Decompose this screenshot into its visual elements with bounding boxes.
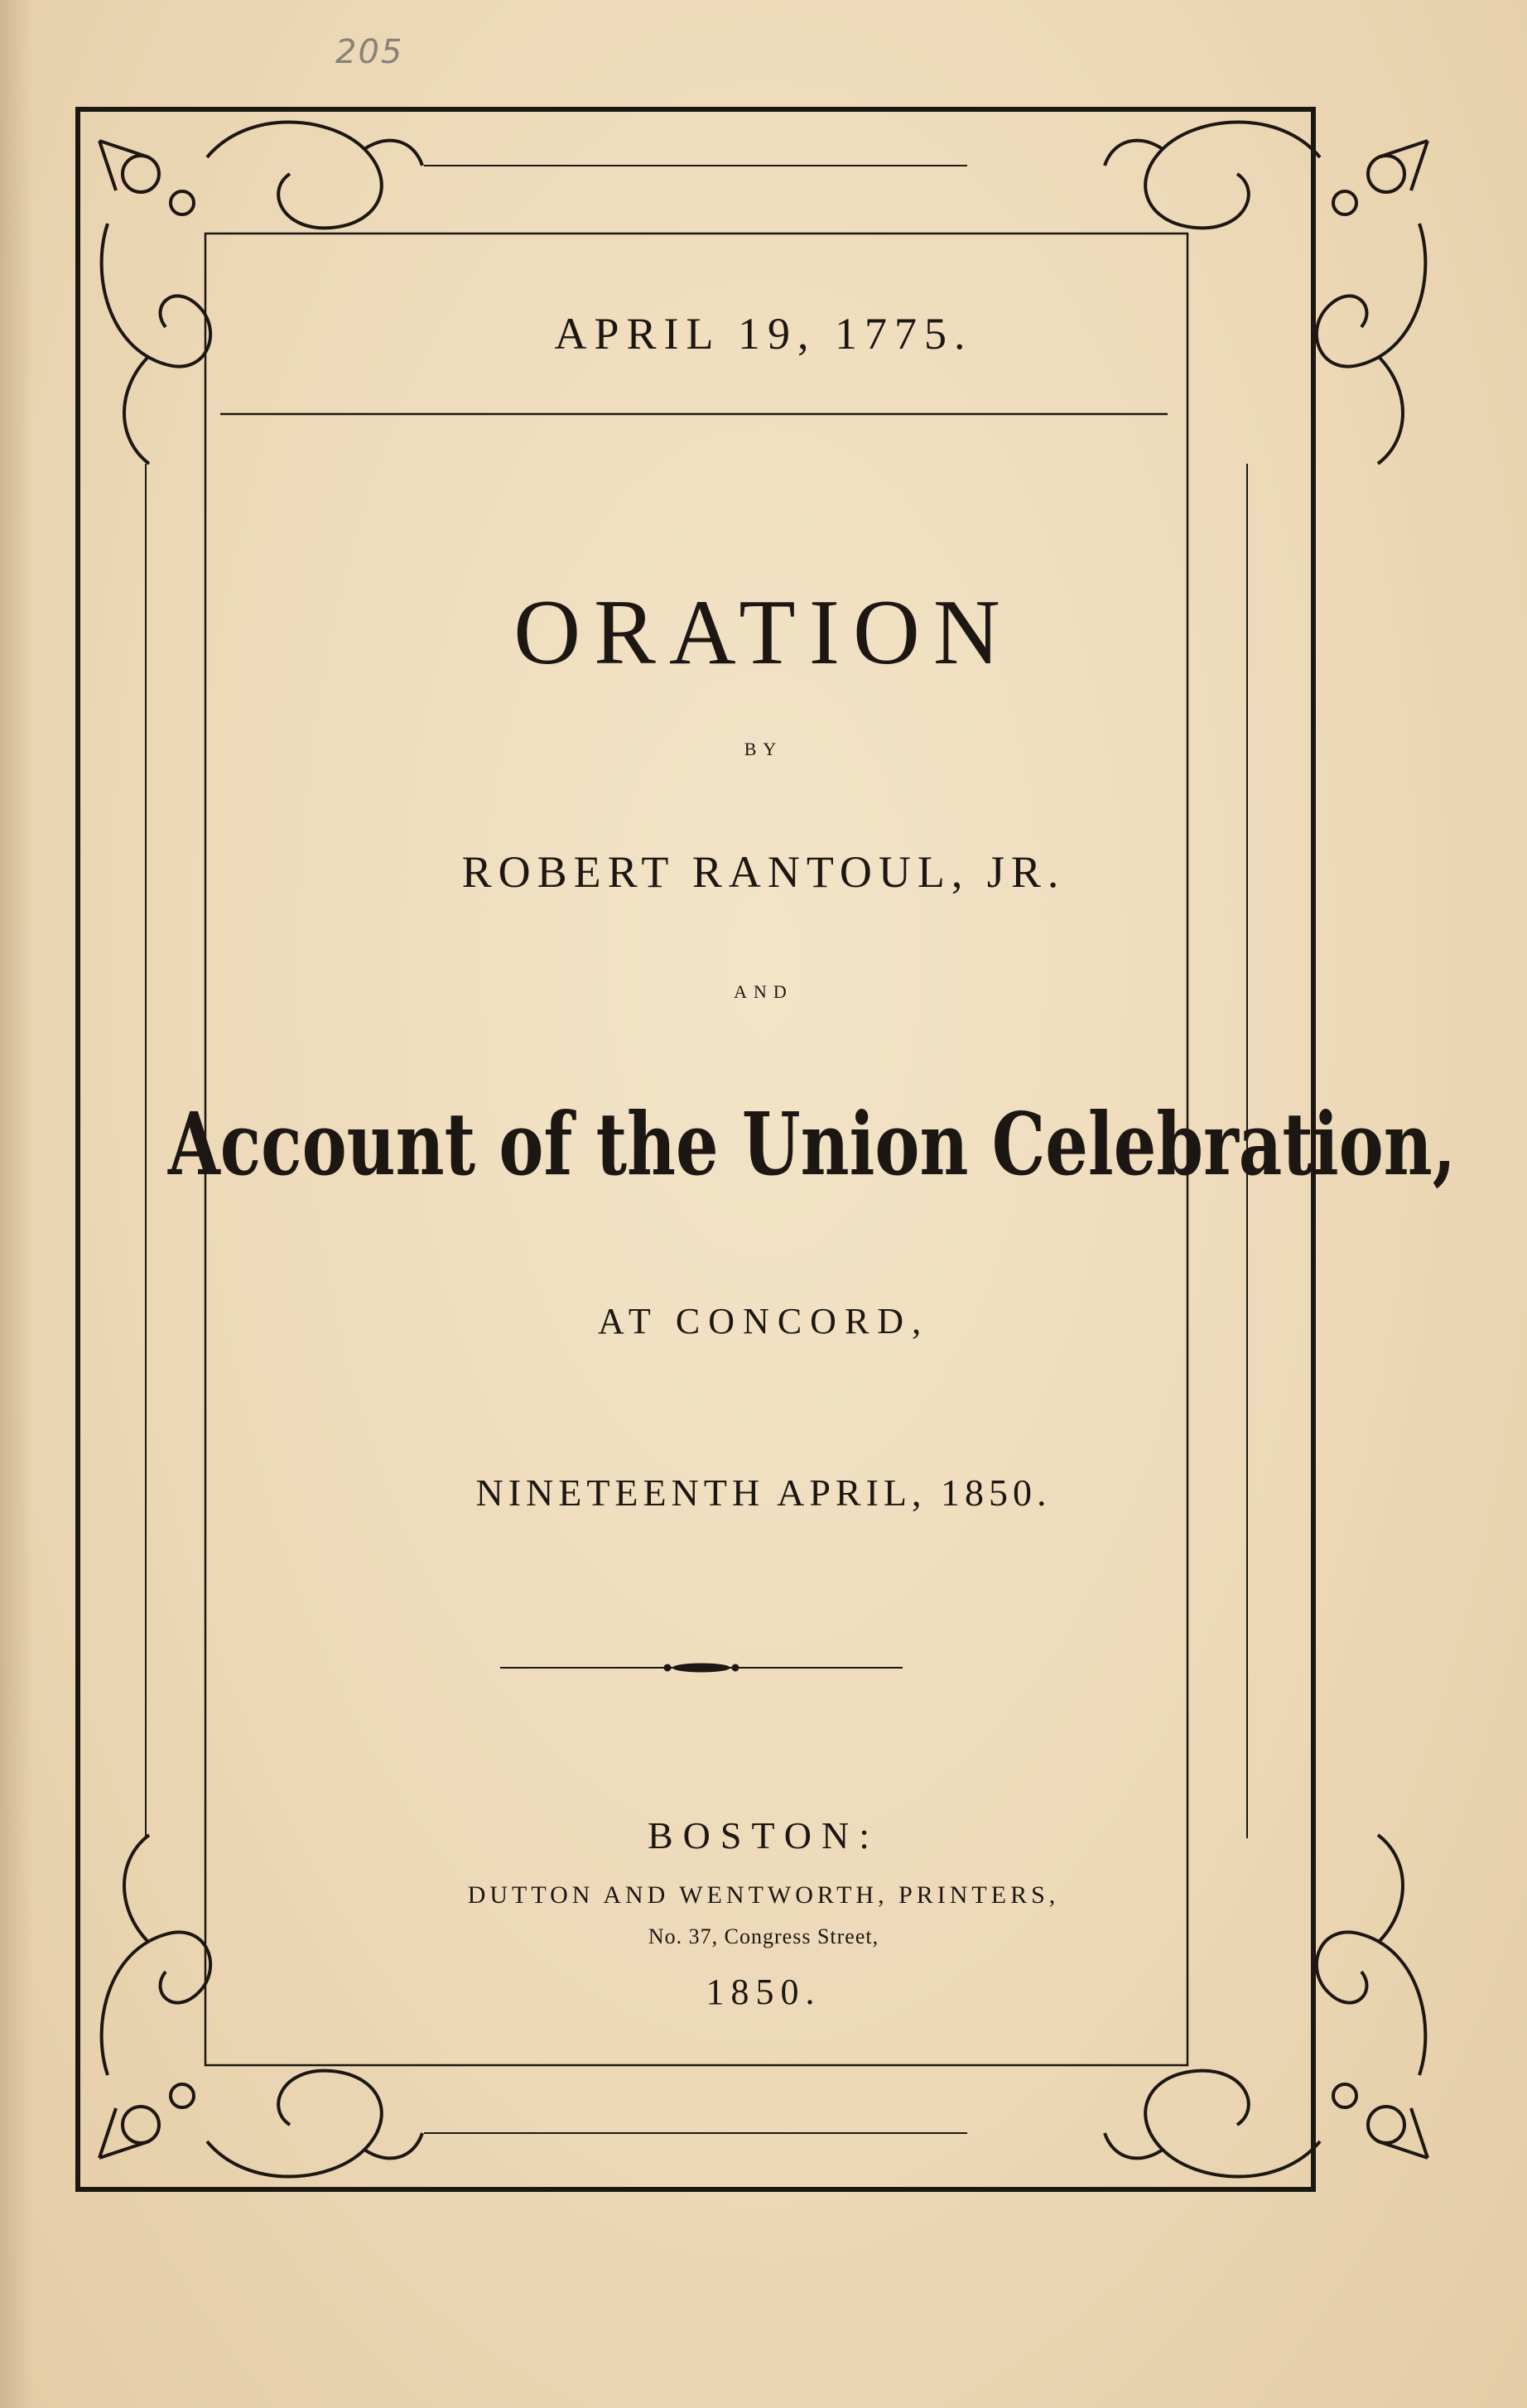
imprint-city: BOSTON:	[648, 1814, 879, 1857]
title: ORATION	[513, 581, 1014, 684]
imprint-address: No. 37, Congress Street,	[648, 1924, 879, 1948]
corner-ornament-top-left	[99, 123, 422, 465]
imprint-year: 1850.	[706, 1972, 821, 2012]
and-label: AND	[734, 981, 793, 1002]
by-label: BY	[744, 739, 783, 759]
corner-ornament-top-right	[1105, 123, 1428, 465]
author-name: ROBERT RANTOUL, JR.	[461, 847, 1066, 897]
date-heading: APRIL 19, 1775.	[554, 309, 973, 359]
imprint-printers: DUTTON AND WENTWORTH, PRINTERS,	[467, 1881, 1060, 1909]
occasion-date: NINETEENTH APRIL, 1850.	[475, 1471, 1052, 1514]
decorative-rule	[500, 1664, 903, 1672]
place-line: AT CONCORD,	[597, 1301, 930, 1341]
pencil-annotation: 205	[335, 33, 404, 71]
subtitle-blackletter: Account of the Union Celebration,	[167, 1093, 1456, 1195]
